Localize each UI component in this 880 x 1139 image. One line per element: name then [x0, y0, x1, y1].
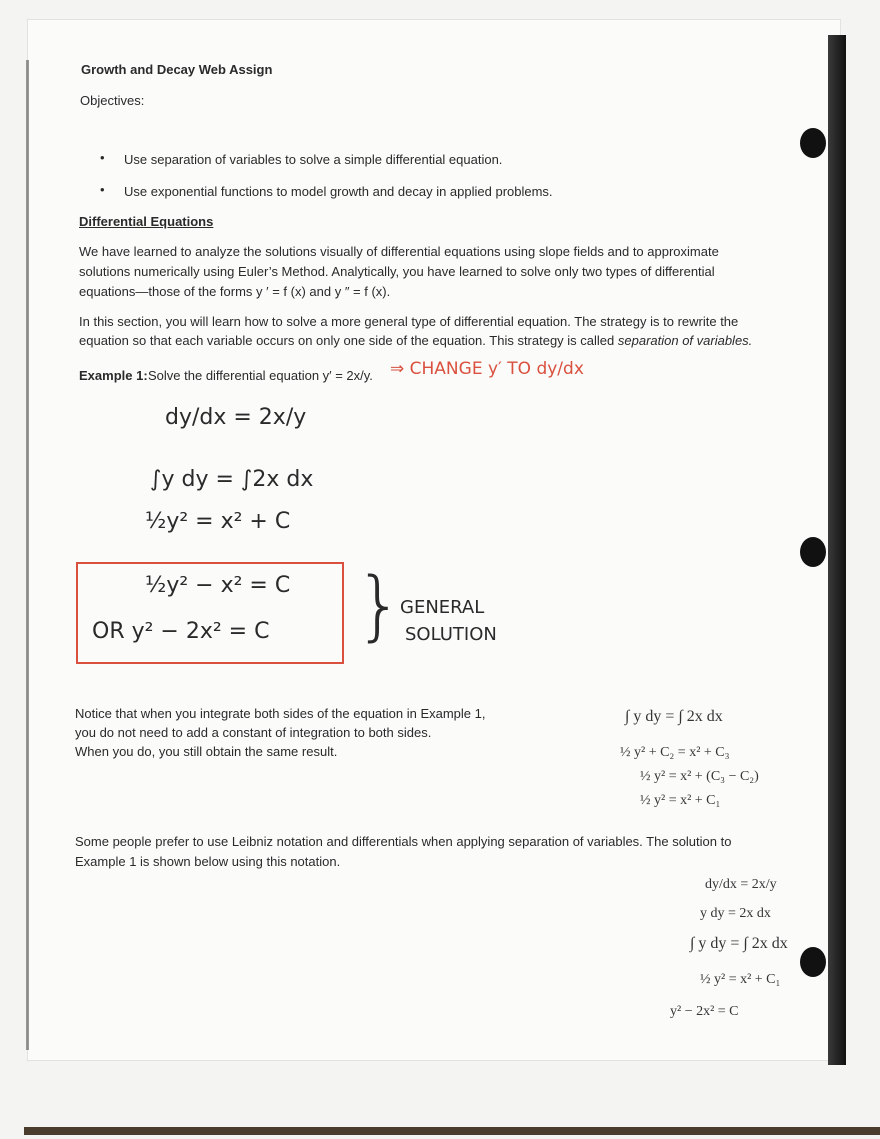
math-line: ∫ y dy = ∫ 2x dx [690, 935, 788, 952]
math-line: ½ y² + C₂ = x² + C₃ [620, 745, 730, 760]
paragraph-line: equations—those of the forms y ′ = f (x) and y ″ = f (x). [79, 284, 391, 299]
scan-left-edge [26, 60, 29, 1050]
handwritten-step: dy/dx = 2x/y [165, 405, 307, 430]
math-line: y dy = 2x dx [700, 906, 771, 921]
objective-item: Use exponential functions to model growth and decay in applied problems. [124, 184, 553, 199]
math-line: dy/dx = 2x/y [705, 877, 777, 892]
math-line: ∫ y dy = ∫ 2x dx [625, 708, 723, 725]
math-line: ½ y² = x² + C₁ [700, 972, 781, 987]
math-line: ½ y² = x² + C₁ [640, 793, 721, 808]
punch-hole [800, 128, 826, 158]
math-line: ½ y² = x² + (C₃ − C₂) [640, 769, 759, 784]
scan-right-edge [828, 35, 846, 1065]
handwritten-step: ∫y dy = ∫2x dx [150, 467, 314, 492]
handwritten-step: ½y² = x² + C [145, 509, 291, 534]
page-title: Growth and Decay Web Assign [81, 62, 273, 77]
math-line: y² − 2x² = C [670, 1004, 739, 1019]
boxed-equation: OR y² − 2x² = C [92, 619, 270, 644]
paragraph-line: Notice that when you integrate both sides of the equation in Example 1, [75, 706, 486, 721]
worksheet-page [28, 20, 840, 1060]
handwritten-label: GENERAL [400, 597, 485, 618]
punch-hole [800, 537, 826, 567]
handwritten-label: SOLUTION [405, 624, 497, 645]
paragraph-line: In this section, you will learn how to solve a more general type of differential equation. The strategy is to rewrite the [79, 314, 739, 329]
objectives-label: Objectives: [80, 93, 145, 108]
paragraph-line: Example 1 is shown below using this notation. [75, 854, 341, 869]
section-heading: Differential Equations [79, 214, 214, 229]
punch-hole [800, 947, 826, 977]
paragraph-line: When you do, you still obtain the same result. [75, 744, 338, 759]
curly-brace-icon: } [355, 560, 404, 649]
boxed-equation: ½y² − x² = C [145, 573, 291, 598]
handwritten-note: ⇒ CHANGE y′ TO dy/dx [390, 359, 584, 379]
paragraph-line: Some people prefer to use Leibniz notation and differentials when applying separation of variables. The solution to [75, 834, 732, 849]
objective-item: Use separation of variables to solve a simple differential equation. [124, 152, 503, 167]
bullet-icon: • [100, 150, 105, 165]
example-label: Example 1: [79, 368, 148, 383]
paragraph-line: We have learned to analyze the solutions visually of differential equations using slope fields and to approximate [79, 244, 719, 259]
paragraph-line: you do not need to add a constant of integration to both sides. [75, 725, 432, 740]
paragraph-line: solutions numerically using Euler’s Method. Analytically, you have learned to solve only two types of differential [79, 264, 715, 279]
paragraph-line: equation so that each variable occurs on only one side of the equation. This strategy is called separation of variables. [79, 333, 753, 348]
example-text: Solve the differential equation y′ = 2x/y. [148, 368, 373, 383]
bullet-icon: • [100, 182, 105, 197]
scan-bottom-edge [24, 1127, 880, 1135]
